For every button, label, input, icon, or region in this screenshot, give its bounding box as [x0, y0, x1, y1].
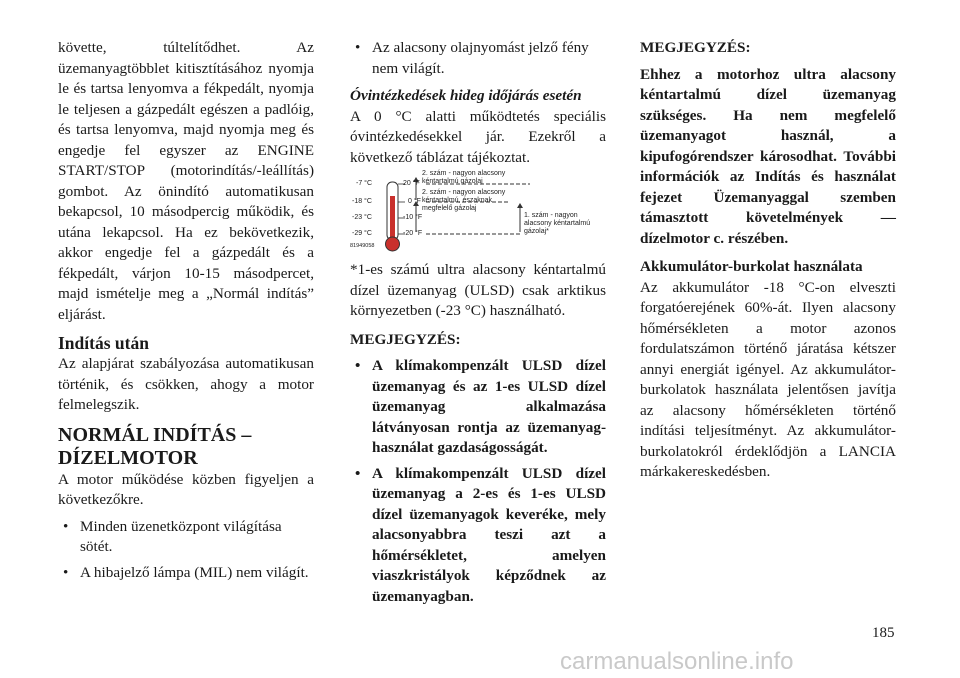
- cold-weather-paragraph: A 0 °C alatti működtetés speciális óvintézkedésekkel jár. Ezekről a következő táblázat tájékoztat.: [350, 107, 606, 166]
- list-item: • A klímakompenzált ULSD dízel üzemanyag és az 1-es ULSD dízel üzemanyag alkalmazása látványosan rontja az üzemanyag-használat gazdaságosságát.: [350, 356, 606, 459]
- flood-clear-paragraph: követte, túltelítődhet. Az üzemanyagtöbblet kitisztításához nyomja le és tartsa lenyomva a fékpedált, nyomja le teljesen a gázpedált egészen a padlóig, és tartsa lenyomva, majd nyomja meg és engedje fel egyszer az ENGINE START/STOP (motorindítás/-leállítás) gombot. Az önindító automatikusan bekapcsol, 10 másodpercig működik, és utána lekapcsol. Ha ez bekövetkezik, akkor engedje fel a gázpedált és a fékpedált, várjon 10-15 másodpercet, majd ismételje meg a „Normál indítás” eljárást.: [58, 39, 314, 323]
- note-list: [350, 356, 606, 607]
- battery-blanket-paragraph: Az akkumulátor -18 °C-on elveszti forgatóerejének 60%-át. Ilyen alacsony hőmérsékleten a motor azonos fordulatszámon történő járatása kétszer annyi energiát igényel. Az akkumulátor-burkolatok használata jelentősen javítja az alacsony hőmérsékleten történő indítási teljesítményt. Az akkumulátor-burkolatokról érdeklődjön a LANCIA márkakereskedésben.: [640, 278, 896, 480]
- oil-list: [350, 38, 606, 79]
- band-1-label: 2. szám - nagyon alacsony kéntartalmú gázolaj: [422, 170, 506, 185]
- idle-paragraph: Az alapjárat szabályozása automatikusan történik, és csökken, ahogy a motor felmelegszik.: [58, 355, 314, 413]
- fahrenheit-label: 0 °F: [408, 198, 421, 205]
- cold-weather-heading: Óvintézkedések hideg időjárás esetén: [350, 87, 582, 104]
- battery-blanket-heading: Akkumulátor-burkolat használata: [640, 258, 863, 275]
- note-heading: MEGJEGYZÉS:: [640, 39, 751, 56]
- figure-id: 81949058: [350, 243, 375, 249]
- fuel-temperature-figure: [350, 170, 606, 254]
- fahrenheit-label: -20 °F: [403, 230, 423, 237]
- page-number: 185: [872, 625, 895, 641]
- list-item: • A hibajelző lámpa (MIL) nem világít.: [58, 563, 314, 584]
- fahrenheit-label: -10 °F: [403, 214, 423, 221]
- band-3-label: 1. szám - nagyon alacsony kéntartalmú gázolaj*: [524, 212, 591, 235]
- celsius-label: -23 °C: [352, 214, 372, 221]
- band-2-label: 2. szám - nagyon alacsony kéntartalmú, északnak megfelelő gázolaj: [422, 189, 506, 212]
- celsius-label: -29 °C: [352, 230, 372, 237]
- normal-start-diesel-heading: NORMÁL INDÍTÁS – DÍZELMOTOR: [58, 423, 252, 469]
- observe-paragraph: A motor működése közben figyeljen a következőkre.: [58, 470, 314, 508]
- right-column: [640, 38, 896, 483]
- watermark: carmanualsonline.info: [560, 648, 794, 675]
- footnote: *1-es számú ultra alacsony kéntartalmú dízel üzemanyag (ULSD) csak arktikus környezetben (-23 °C) használható.: [350, 261, 606, 319]
- celsius-label: -18 °C: [352, 198, 372, 205]
- diesel-note-text: Ehhez a motorhoz ultra alacsony kéntartalmú dízel üzemanyag szükséges. Ha nem megfelelő üzemanyagot használ, a kipufogórendszer károsodhat. További információk az Indítás és használat fejezet Üzemanyaggal szemben támasztott követelmények — dízelmotor c. részében.: [640, 65, 896, 247]
- list-item: • Az alacsony olajnyomást jelző fény nem világít.: [350, 38, 606, 79]
- list-item: • Minden üzenetközpont világítása sötét.: [58, 517, 314, 558]
- note-heading: MEGJEGYZÉS:: [350, 330, 461, 348]
- middle-column: [350, 38, 606, 612]
- celsius-label: -7 °C: [356, 180, 373, 187]
- list-item: • A klímakompenzált ULSD dízel üzemanyag a 2-es és 1-es ULSD dízel üzemanyagok keveréke, mely alacsonyabbra teszi azt a hőmérsékletet, amelyen viaszkristályok képződnek az üzemanyagban.: [350, 464, 606, 608]
- fahrenheit-label: 20 °F: [403, 180, 420, 187]
- left-column: [58, 38, 314, 588]
- after-start-heading: Indítás után: [58, 333, 149, 353]
- observe-list: [58, 517, 314, 584]
